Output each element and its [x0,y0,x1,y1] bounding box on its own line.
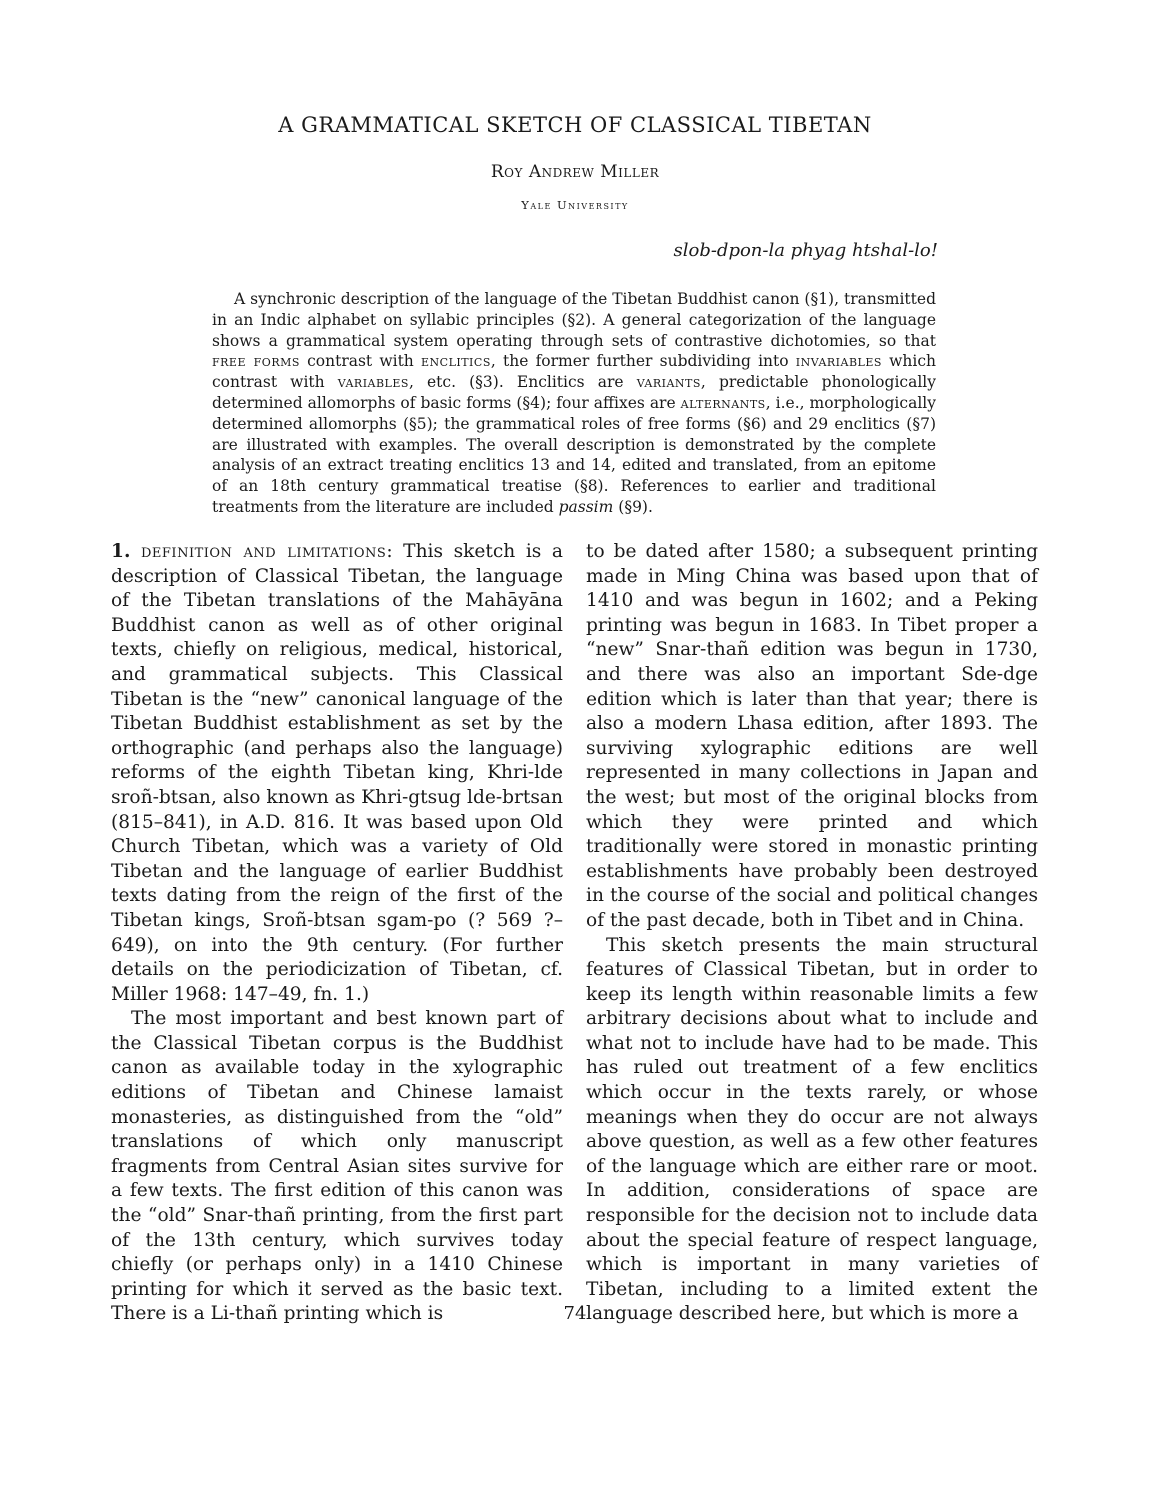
section-1-paragraph-3: This sketch presents the main structural features of Classical Tibetan, but in order to keep its length within reasonable limits a few arbitrary decisions about what to include and what not to include have had to be made. This has ruled out treatment of a few enclitics which occur in the texts rarely, or whose meanings when they do occur are not always above question, as well as a few other features of the language which are either rare or moot. In addition, considerations of space are responsible for the decision not to include data about the special feature of respect language, which is important in many varieties of Tibetan, including to a limited extent the language described here, but which is more a [586,934,1038,1325]
epigraph: slob-dpon-la phyag htshal-lo! [673,240,938,261]
body-column-right [586,540,1038,1327]
page-number: 74 [563,1303,587,1324]
body-column-left [111,540,563,1327]
section-1-paragraph-2: The most important and best known part of the Classical Tibetan corpus is the Buddhist canon as available today in the xylographic editions of Tibetan and Chinese lamaist monasteries, as distinguished from the “old” translations of which only manuscript fragments from Central Asian sites survive for a few texts. The first edition of this canon was the “old” Snar-thañ printing, from the first part of the 13th century, which survives today chiefly (or perhaps only) in a 1410 Chinese printing for which it served as the basic text. There is a Li-thañ printing which is [111,1008,563,1325]
author-name: Roy Andrew Miller [490,162,660,182]
author-affiliation: Yale University [521,198,629,212]
abstract: A synchronic description of the language of the Tibetan Buddhist canon (§1), transmitted in an Indic alphabet on syllabic principles (§2). A general categorization of the language shows a grammatical system operating through sets of contrastive dichotomies, so that free forms contrast with enclitics, the former further subdividing into invariables which contrast with variables, etc. (§3). Enclitics are variants, predictable phonologically determined allomorphs of basic forms (§4); four affixes are alternants, i.e., morphologically determined allomorphs (§5); the grammatical roles of free forms (§6) and 29 enclitics (§7) are illustrated with examples. The overall description is demonstrated by the complete analysis of an extract treating enclitics 13 and 14, edited and translated, from an epitome of an 18th century grammatical treatise (§8). References to earlier and traditional treatments from the literature are included passim (§9). [212,290,936,516]
section-1-paragraph-1: 1. definition and limitations: This sketch is a description of Classical Tibetan, the language of the Tibetan translations of the Mahāyāna Buddhist canon as well as of other original texts, chiefly on religious, medical, historical, and grammatical subjects. This Classical Tibetan is the “new” canonical language of the Tibetan Buddhist establishment as set by the orthographic (and perhaps also the language) reforms of the eighth Tibetan king, Khri-lde sroñ-btsan, also known as Khri-gtsug lde-brtsan (815–841), in A.D. 816. It was based upon Old Church Tibetan, which was a variety of Old Tibetan and the language of earlier Buddhist texts dating from the reign of the first of the Tibetan kings, Sroñ-btsan sgam-po (? 569 ?–649), on into the 9th century. (For further details on the periodicization of Tibetan, cf. Miller 1968: 147–49, fn. 1.) [111,541,563,1005]
section-heading: definition and limitations [141,541,387,562]
section-number: 1. [111,541,131,562]
article-title: A GRAMMATICAL SKETCH OF CLASSICAL TIBETAN [278,113,872,137]
section-1-paragraph-2-continued: to be dated after 1580; a subsequent printing made in Ming China was based upon that of 1410 and was begun in 1602; and a Peking printing was begun in 1683. In Tibet proper a “new” Snar-thañ edition was begun in 1730, and there was also an important Sde-dge edition which is later than that year; there is also a modern Lhasa edition, after 1893. The surviving xylographic editions are well represented in many collections in Japan and the west; but most of the original blocks from which they were printed and which traditionally were stored in monastic printing establishments have probably been destroyed in the course of the social and political changes of the past decade, both in Tibet and in China. [586,541,1038,931]
